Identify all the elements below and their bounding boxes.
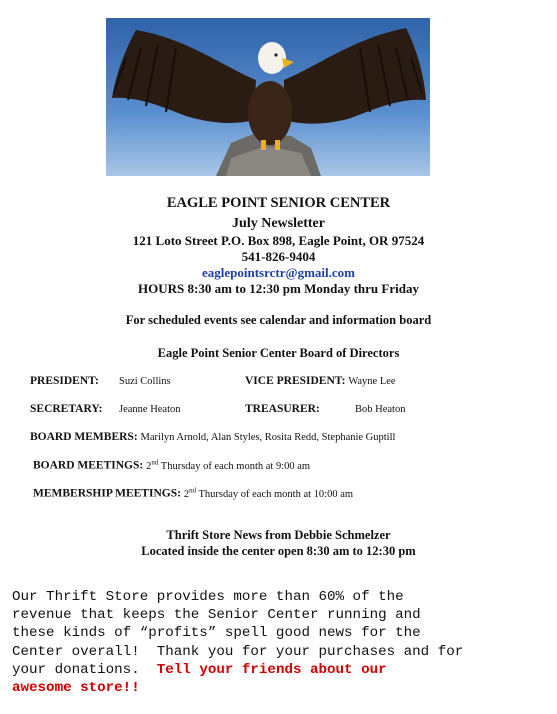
membership-meetings-num: 2 xyxy=(183,488,190,500)
secretary-name: Jeanne Heaton xyxy=(119,404,181,415)
newsletter-title: July Newsletter xyxy=(232,216,325,231)
hours: HOURS 8:30 am to 12:30 pm Monday thru Friday xyxy=(138,281,419,296)
thrift-message xyxy=(12,588,552,697)
eagle-illustration xyxy=(106,18,430,176)
thrift-location: Located inside the center open 8:30 am to 12:30 pm xyxy=(141,544,416,558)
membership-meetings-row xyxy=(33,486,353,500)
phone: 541-826-9404 xyxy=(241,249,316,264)
org-title: EAGLE POINT SENIOR CENTER xyxy=(166,195,391,211)
board-meetings-label: BOARD MEETINGS: xyxy=(33,459,144,472)
address: 121 Loto Street P.O. Box 898, Eagle Point, OR 97524 xyxy=(132,233,425,248)
secretary-row xyxy=(30,403,102,415)
thrift-line-4: Center overall! Thank you for your purchases and for xyxy=(12,643,464,660)
board-members-names: Marilyn Arnold, Alan Styles, Rosita Redd, Stephanie Guptill xyxy=(140,432,396,443)
president-name: Suzi Collins xyxy=(119,376,171,387)
membership-meetings-text: Thursday of each month at 10:00 am xyxy=(196,488,354,500)
thrift-line-5: your donations. xyxy=(12,661,157,678)
board-members-label: BOARD MEMBERS: xyxy=(30,431,138,443)
eagle-photo xyxy=(106,18,430,176)
thrift-heading: Thrift Store News from Debbie Schmelzer xyxy=(166,528,391,542)
vice-president-label: VICE PRESIDENT: xyxy=(245,375,346,387)
board-meetings-num: 2 xyxy=(146,460,152,472)
board-meetings-row xyxy=(33,458,310,472)
president-row xyxy=(30,375,99,387)
events-note: For scheduled events see calendar and information board xyxy=(125,313,432,327)
treasurer-row xyxy=(245,403,320,415)
treasurer-label: TREASURER: xyxy=(245,403,320,415)
thrift-line-1: Our Thrift Store provides more than 60% of the xyxy=(12,589,404,605)
thrift-callout-1: Tell your friends about our xyxy=(156,661,387,678)
secretary-label: SECRETARY: xyxy=(30,403,103,415)
thrift-line-2: revenue that keeps the Senior Center running and xyxy=(12,607,421,624)
board-members-row xyxy=(30,431,395,443)
board-heading: Eagle Point Senior Center Board of Directors xyxy=(157,346,400,360)
thrift-callout-2: awesome store!! xyxy=(12,680,140,697)
membership-meetings-label: MEMBERSHIP MEETINGS: xyxy=(33,487,181,500)
membership-meetings-sup: nd xyxy=(189,486,197,494)
board-meetings-sup: nd xyxy=(151,458,159,466)
thrift-line-3: these kinds of “profits” spell good news for the xyxy=(12,625,421,642)
board-meetings-text: Thursday of each month at 9:00 am xyxy=(158,460,311,472)
president-label: PRESIDENT: xyxy=(30,375,99,387)
vice-president-name: Wayne Lee xyxy=(348,376,396,387)
treasurer-name: Bob Heaton xyxy=(355,404,406,415)
vice-president-row xyxy=(245,375,396,387)
email-link[interactable]: eaglepointsrctr@gmail.com xyxy=(201,265,355,280)
